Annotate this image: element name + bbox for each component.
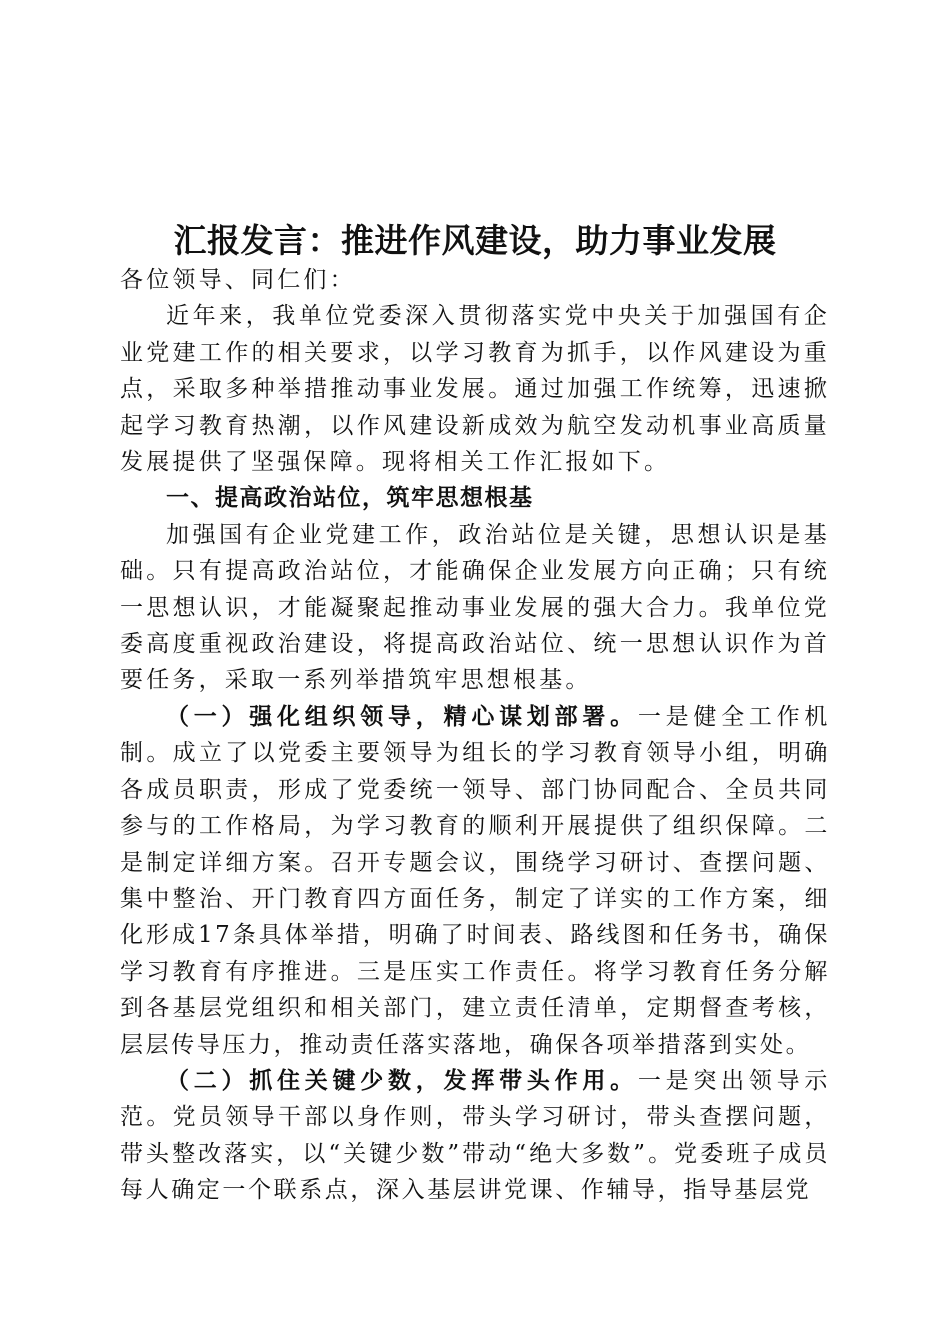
item-2-text: 一是突出领导示范。党员领导干部以身作则，带头学习研讨，带头查摆问题，带头整改落实，以“关键少数”带动“绝大多数”。党委班子成员每人确定一个联系点，深入基层讲党课、作辅导，指导基层党 — [120, 1067, 830, 1204]
salutation: 各位领导、同仁们： — [120, 267, 356, 293]
item-1-label: （一）强化组织领导，精心谋划部署。 — [166, 702, 638, 730]
section-1-item-1 — [120, 699, 830, 1063]
document-title: 汇报发言：推进作风建设，助力事业发展 — [173, 221, 777, 261]
item-2-label: （二）抓住关键少数，发挥带头作用。 — [166, 1066, 638, 1094]
section-1-heading: 一、提高政治站位，筑牢思想根基 — [166, 484, 534, 512]
item-1-text: 一是健全工作机制。成立了以党委主要领导为组长的学习教育领导小组，明确各成员职责，形成了党委统一领导、部门协同配合、全员共同参与的工作格局，为学习教育的顺利开展提供了组织保障。二是制定详细方案。召开专题会议，围绕学习研讨、查摆问题、集中整治、开门教育四方面任务，制定了详实的工作方案，细化形成17条具体举措，明确了时间表、路线图和任务书，确保学习教育有序推进。三是压实工作责任。将学习教育任务分解到各基层党组织和相关部门，建立责任清单，定期督查考核，层层传导压力，推动责任落实落地，确保各项举措落到实处。 — [120, 703, 830, 1058]
section-1-paragraph: 加强国有企业党建工作，政治站位是关键，思想认识是基础。只有提高政治站位，才能确保企业发展方向正确；只有统一思想认识，才能凝聚起推动事业发展的强大合力。我单位党委高度重视政治建设，将提高政治站位、统一思想认识作为首要任务，采取一系列举措筑牢思想根基。 — [120, 521, 830, 694]
document-body — [120, 262, 830, 1209]
intro-paragraph: 近年来，我单位党委深入贯彻落实党中央关于加强国有企业党建工作的相关要求，以学习教育为抓手，以作风建设为重点，采取多种举措推动事业发展。通过加强工作统筹，迅速掀起学习教育热潮，以作风建设新成效为航空发动机事业高质量发展提供了坚强保障。现将相关工作汇报如下。 — [120, 303, 830, 476]
section-1-item-2 — [120, 1063, 830, 1209]
